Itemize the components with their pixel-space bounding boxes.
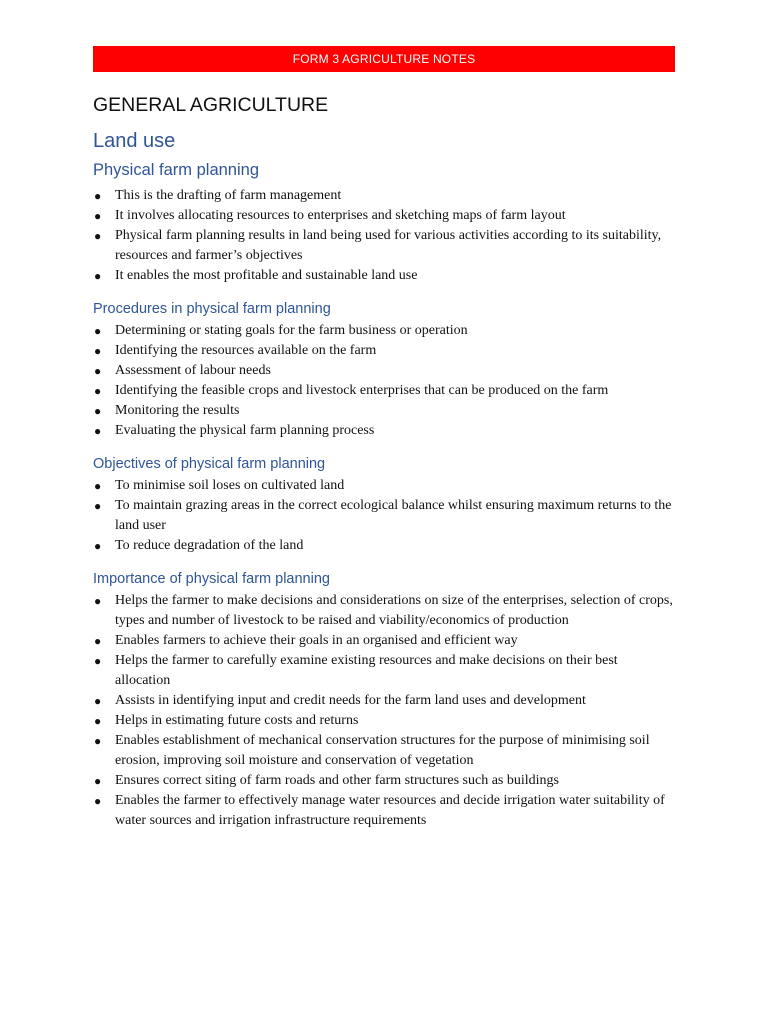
bullet-icon: ● — [94, 189, 102, 203]
bullet-icon: ● — [94, 424, 102, 438]
list-item: ● This is the drafting of farm management — [93, 186, 675, 206]
bullet-icon: ● — [94, 209, 102, 223]
bullet-icon: ● — [94, 404, 102, 418]
procedures-heading: Procedures in physical farm planning — [93, 301, 331, 317]
bullet-icon: ● — [94, 269, 102, 283]
list-item: ● To reduce degradation of the land — [93, 536, 675, 556]
bullet-icon: ● — [94, 714, 102, 728]
bullet-icon: ● — [94, 794, 102, 808]
bullet-icon: ● — [94, 734, 102, 748]
importance-list — [93, 591, 675, 831]
bullet-icon: ● — [94, 499, 102, 513]
objectives-list — [93, 476, 675, 556]
list-item: ● Assessment of labour needs — [93, 361, 675, 381]
list-item: ● Helps the farmer to carefully examine existing resources and make decisions on their best allocation — [94, 653, 618, 688]
list-item: ● Enables farmers to achieve their goals in an organised and efficient way — [93, 631, 675, 651]
bullet-icon: ● — [94, 344, 102, 358]
document-page — [93, 46, 675, 831]
header-banner: FORM 3 AGRICULTURE NOTES — [93, 46, 675, 72]
bullet-icon: ● — [94, 364, 102, 378]
list-item: ● Identifying the resources available on the farm — [93, 341, 675, 361]
list-item: ● Helps in estimating future costs and returns — [93, 711, 675, 731]
bullet-icon: ● — [94, 654, 102, 668]
bullet-icon: ● — [94, 634, 102, 648]
list-item: ● Helps the farmer to make decisions and considerations on size of the enterprises, selection of crops, types and number of livestock to be raised and viability/economics of production — [94, 593, 673, 628]
objectives-heading: Objectives of physical farm planning — [93, 456, 326, 472]
list-item: ● It enables the most profitable and sustainable land use — [93, 266, 675, 286]
list-item: ● Physical farm planning results in land being used for various activities according to its suitability, resources and farmer’s objectives — [94, 228, 662, 263]
section-subheading: Physical farm planning — [93, 161, 259, 179]
intro-list — [93, 186, 675, 286]
bullet-icon: ● — [94, 479, 102, 493]
bullet-icon: ● — [94, 384, 102, 398]
list-item: ● Determining or stating goals for the farm business or operation — [93, 321, 675, 341]
list-item: ● To maintain grazing areas in the correct ecological balance whilst ensuring maximum returns to the land user — [94, 498, 672, 533]
list-item: ● Identifying the feasible crops and livestock enterprises that can be produced on the farm — [93, 381, 675, 401]
list-item: ● To minimise soil loses on cultivated land — [93, 476, 675, 496]
list-item: ● It involves allocating resources to enterprises and sketching maps of farm layout — [93, 206, 675, 226]
list-item: ● Ensures correct siting of farm roads and other farm structures such as buildings — [93, 771, 675, 791]
document-title: GENERAL AGRICULTURE — [93, 94, 329, 116]
importance-heading: Importance of physical farm planning — [93, 571, 330, 587]
list-item: ● Enables the farmer to effectively manage water resources and decide irrigation water suitability of water sources and irrigation infrastructure requirements — [94, 793, 665, 828]
procedures-list — [93, 321, 675, 441]
list-item: ● Monitoring the results — [93, 401, 675, 421]
bullet-icon: ● — [94, 694, 102, 708]
list-item: ● Enables establishment of mechanical conservation structures for the purpose of minimising soil erosion, improving soil moisture and conservation of vegetation — [94, 733, 650, 768]
list-item: ● Evaluating the physical farm planning process — [93, 421, 675, 441]
list-item: ● Assists in identifying input and credit needs for the farm land uses and development — [93, 691, 675, 711]
bullet-icon: ● — [94, 539, 102, 553]
bullet-icon: ● — [94, 324, 102, 338]
bullet-icon: ● — [94, 594, 102, 608]
bullet-icon: ● — [94, 774, 102, 788]
section-heading: Land use — [93, 130, 176, 152]
bullet-icon: ● — [94, 229, 102, 243]
